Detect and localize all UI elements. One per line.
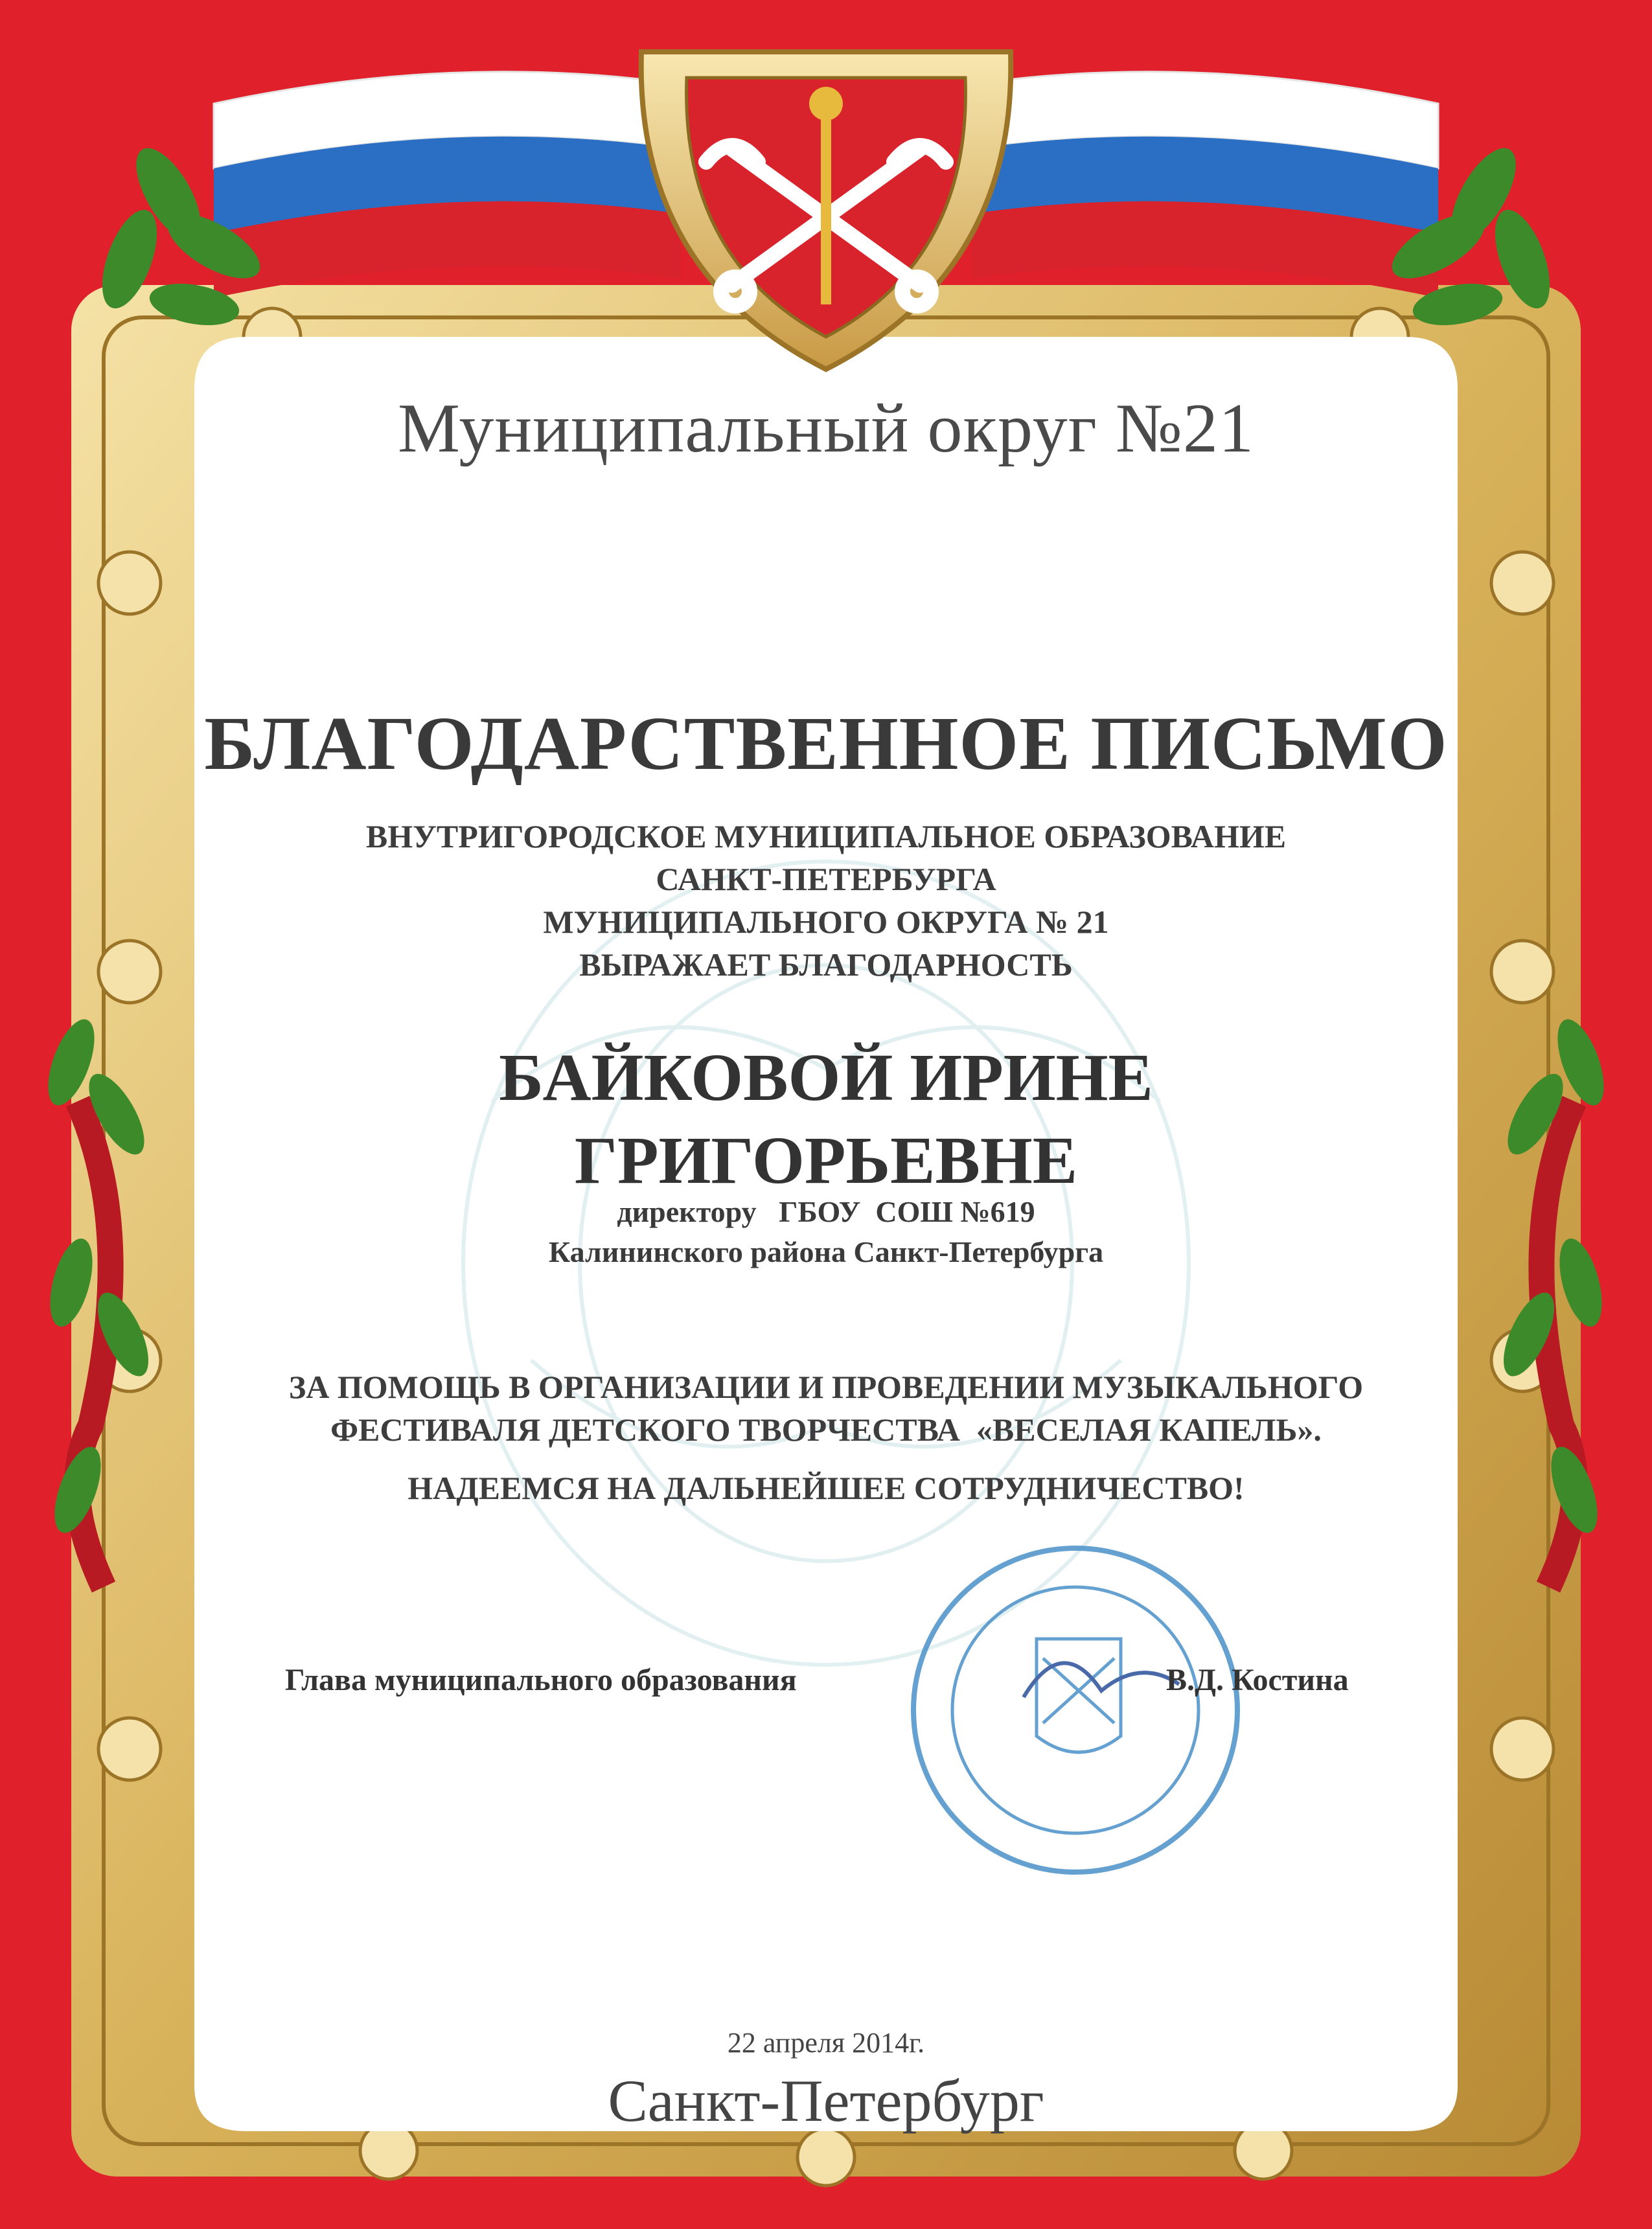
recipient-position-line: Калининского района Санкт-Петербурга	[548, 1235, 1104, 1268]
issue-city: Санкт-Петербург	[608, 2068, 1044, 2134]
organization-line: САНКТ-ПЕТЕРБУРГА	[656, 861, 996, 897]
signatory-name: В.Д. Костина	[1166, 1663, 1349, 1697]
recipient-name	[0, 1036, 1652, 1202]
organization-block	[0, 815, 1652, 986]
recipient-name-line: ГРИГОРЬЕВНЕ	[574, 1123, 1078, 1198]
reason-line: ЗА ПОМОЩЬ В ОРГАНИЗАЦИИ И ПРОВЕДЕНИИ МУЗЫКАЛЬНОГО	[288, 1369, 1364, 1405]
reason-block	[0, 1366, 1652, 1451]
organization-line: МУНИЦИПАЛЬНОГО ОКРУГА № 21	[543, 904, 1109, 940]
recipient-position-line: директору ГБОУ СОШ №619	[617, 1195, 1035, 1228]
recipient-name-line: БАЙКОВОЙ ИРИНЕ	[499, 1040, 1153, 1115]
recipient-position	[0, 1192, 1652, 1272]
district-heading: Муниципальный округ №21	[398, 390, 1254, 467]
organization-line: ВНУТРИГОРОДСКОЕ МУНИЦИПАЛЬНОЕ ОБРАЗОВАНИЕ	[365, 818, 1287, 854]
document-title: БЛАГОДАРСТВЕННОЕ ПИСЬМО	[204, 701, 1448, 786]
organization-line: ВЫРАЖАЕТ БЛАГОДАРНОСТЬ	[579, 946, 1073, 983]
closing-line: НАДЕЕМСЯ НА ДАЛЬНЕЙШЕЕ СОТРУДНИЧЕСТВО!	[407, 1470, 1245, 1506]
signatory-title: Глава муниципального образования	[285, 1663, 797, 1697]
issue-date: 22 апреля 2014г.	[727, 2027, 925, 2059]
reason-line: ФЕСТИВАЛЯ ДЕТСКОГО ТВОРЧЕСТВА «ВЕСЕЛАЯ КАПЕЛЬ».	[330, 1412, 1322, 1448]
